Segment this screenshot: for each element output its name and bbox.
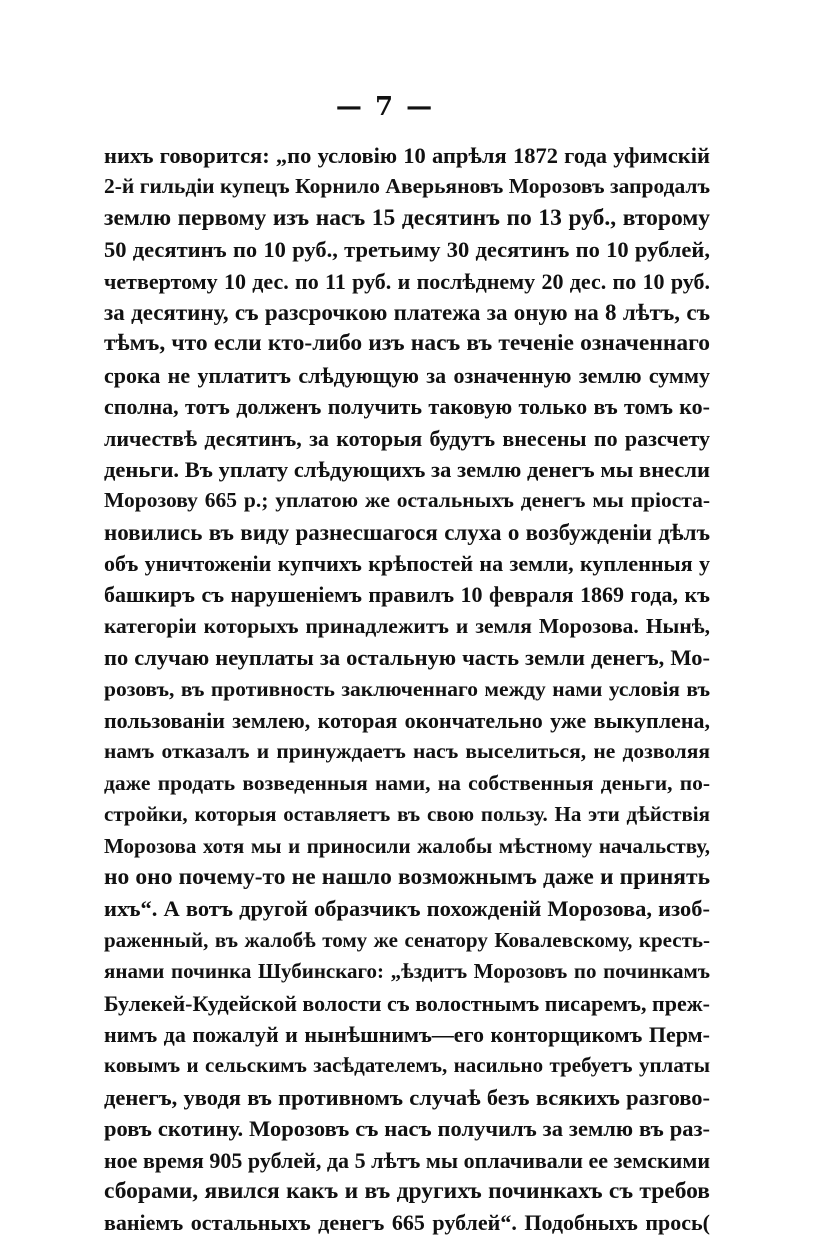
text-line: янами починка Шубинскаго: „ѣздитъ Морозовъ по починкамъ bbox=[104, 959, 710, 984]
text-line: землю первому изъ насъ 15 десятинъ по 13 руб., второму bbox=[104, 204, 710, 231]
text-line: новились въ виду разнесшагося слуха о возбужденіи дѣлъ bbox=[104, 519, 710, 545]
text-line: 50 десятинъ по 10 руб., третьиму 30 десятинъ по 10 рублей, bbox=[104, 237, 710, 263]
text-line: денегъ, уводя въ противномъ случаѣ безъ всякихъ разгово- bbox=[104, 1084, 710, 1110]
body-text bbox=[104, 140, 710, 1239]
text-line: нихъ говорится: „по условію 10 апрѣля 1872 года уфимскій bbox=[104, 143, 710, 168]
text-line: личествѣ десятинъ, за которыя будутъ внесены по разсчету bbox=[104, 425, 710, 451]
text-line: башкиръ съ нарушеніемъ правилъ 10 февраля 1869 года, къ bbox=[104, 582, 710, 608]
text-line: Морозова хотя мы и приносили жалобы мѣстному начальству, bbox=[104, 833, 710, 858]
text-line: ное время 905 рублей, да 5 лѣтъ мы оплачивали ее земскими bbox=[104, 1147, 710, 1173]
text-line: ихъ“. А вотъ другой образчикъ похожденій Морозова, изоб- bbox=[104, 896, 710, 922]
text-line: сборами, явился какъ и въ другихъ починкахъ съ требов bbox=[104, 1177, 710, 1204]
text-line: тѣмъ, что если кто-либо изъ насъ въ теченіе означеннаго bbox=[104, 330, 710, 357]
text-line: раженный, въ жалобѣ тому же сенатору Ковалевскому, кресть- bbox=[104, 927, 710, 952]
text-line: ровъ скотину. Морозовъ съ насъ получилъ за землю въ раз- bbox=[104, 1116, 710, 1142]
text-line: стройки, которыя оставляетъ въ свою пользу. На эти дѣйствія bbox=[104, 802, 710, 827]
text-line: четвертому 10 дес. по 11 руб. и послѣднему 20 дес. по 10 руб. bbox=[104, 268, 710, 294]
text-line: Морозову 665 р.; уплатою же остальныхъ денегъ мы пріоста- bbox=[104, 488, 710, 513]
text-line: категоріи которыхъ принадлежитъ и земля Морозова. Нынѣ, bbox=[104, 613, 710, 638]
text-line: по случаю неуплаты за остальную часть земли денегъ, Мо- bbox=[104, 645, 710, 671]
text-line: Булекей-Кудейской волости съ волостнымъ писаремъ, преж- bbox=[104, 990, 710, 1016]
page-number: — 7 — bbox=[335, 92, 435, 122]
text-line: но оно почему-то не нашло возможнымъ даже и принять bbox=[104, 863, 710, 890]
text-line: за десятину, съ разсрочкою платежа за оную на 8 лѣтъ, съ bbox=[104, 299, 710, 325]
text-line: 2-й гильдіи купецъ Корнило Аверьяновъ Морозовъ запродалъ bbox=[104, 174, 710, 199]
text-line: нимъ да пожалуй и нынѣшнимъ—его конторщикомъ Перм- bbox=[104, 1021, 710, 1047]
text-line: сполна, тотъ долженъ получить таковую только въ томъ ко- bbox=[104, 394, 710, 420]
text-line: срока не уплатитъ слѣдующую за означенную землю сумму bbox=[104, 362, 710, 388]
text-line: деньги. Въ уплату слѣдующихъ за землю денегъ мы внесли bbox=[104, 456, 710, 482]
text-line: ковымъ и сельскимъ засѣдателемъ, насильно требуетъ уплаты bbox=[104, 1053, 710, 1078]
text-line: пользованіи землею, которая окончательно уже выкуплена, bbox=[104, 708, 710, 734]
text-line: намъ отказалъ и принуждаетъ насъ выселиться, не дозволяя bbox=[104, 739, 710, 764]
text-line: розовъ, въ противность заключеннаго между нами условія въ bbox=[104, 676, 710, 701]
text-line: ваніемъ остальныхъ денегъ 665 рублей“. Подобныхъ прось( bbox=[104, 1210, 710, 1236]
text-line: даже продать возведенныя нами, на собственныя деньги, по- bbox=[104, 770, 710, 795]
text-line: объ уничтоженіи купчихъ крѣпостей на земли, купленныя у bbox=[104, 551, 710, 577]
